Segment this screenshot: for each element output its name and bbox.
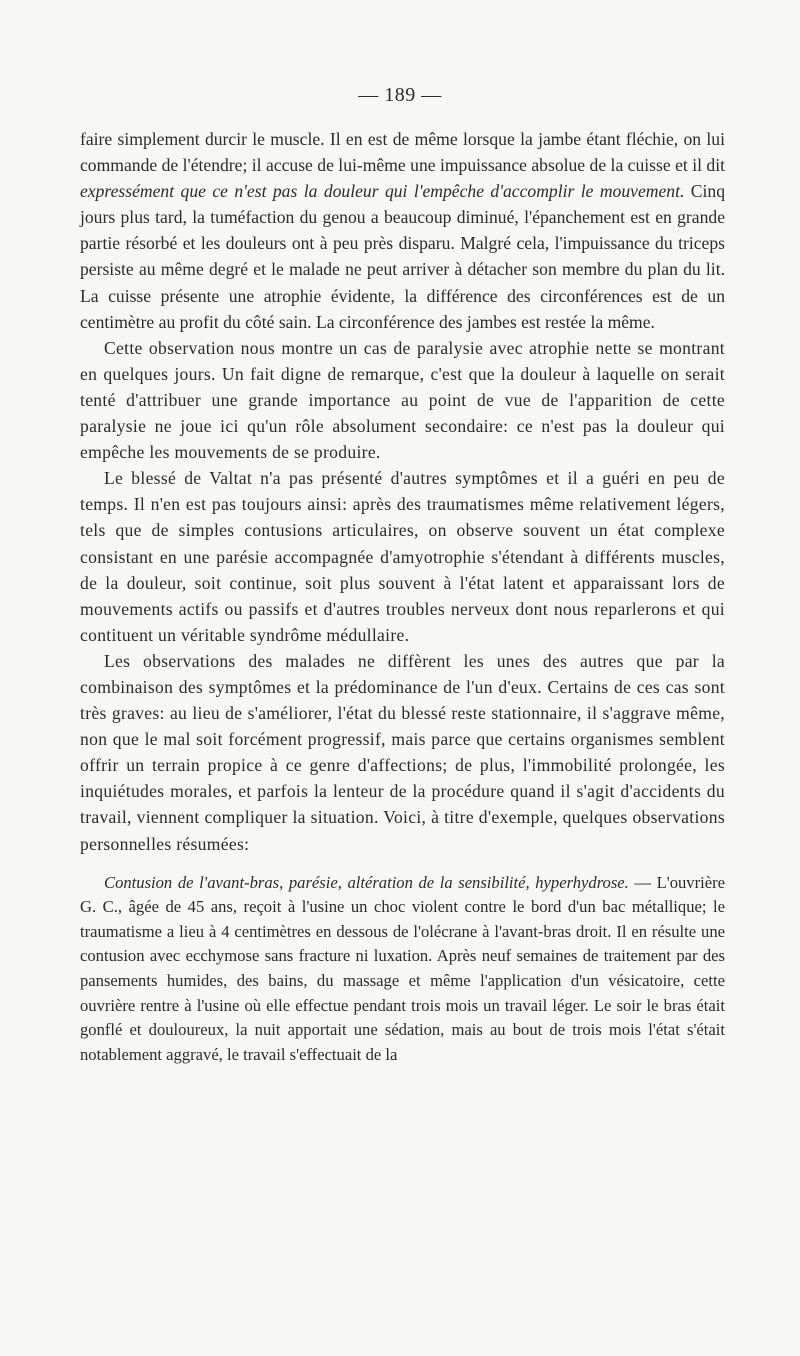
observation-block (80, 871, 725, 1068)
observation-paragraph (80, 871, 725, 1068)
paragraph-3: Le blessé de Valtat n'a pas présenté d'autres symptômes et il a guéri en peu de temps. Il n'en est pas toujours ainsi: après des traumatismes même relativement légers, tels que de simples contusions articulaires, on observe souvent un état complexe consistant en une parésie accompagnée d'amyotrophie s'étendant à différents muscles, de la douleur, soit continue, soit plus souvent à l'état latent et apparaissant lors de mouvements actifs ou passifs et d'autres troubles nerveux dont nous reparlerons et qui contituent un véritable syndrôme médullaire. (80, 468, 725, 645)
paragraph-4: Les observations des malades ne diffèrent les unes des autres que par la combinaison des symptômes et la prédominance de l'un d'eux. Certains de ces cas sont très graves: au lieu de s'améliorer, l'état du blessé reste stationnaire, il s'aggrave même, non que le mal soit forcément progressif, mais parce que certains organismes semblent offrir un terrain propice à ce genre d'affections; de plus, l'immobilité prolongée, les inquiétudes morales, et parfois la lenteur de la procédure quand il s'agit d'accidents du travail, viennent compliquer la situation. Voici, à titre d'exemple, quelques observations personnelles résumées: (80, 650, 725, 854)
paragraph-1-start: faire simplement durcir le muscle. Il en est de même lorsque la jambe étant fléchie, on lui commande de l'étendre; il accuse de lui-même une impuissance absolue de la cuisse et il dit (80, 129, 725, 176)
observation-text: — L'ouvrière G. C., âgée de 45 ans, reçoit à l'usine un choc violent contre le bord d'un bac métallique; le traumatisme a lieu à 4 centimètres en dessous de l'olécrane à l'avant-bras droit. Il en résulte une contusion avec ecchymose sans fracture ni luxation. Après neuf semaines de traitement par des pansements humides, des bains, du massage et même l'application d'un vésicatoire, cette ouvrière rentre à l'usine où elle effectue pendant trois mois un travail léger. Le soir le bras était gonflé et douloureux, la nuit apportait une sédation, mais au bout de trois mois l'état s'était notablement aggravé, le travail s'effectuait de la (80, 872, 725, 1064)
observation-title: Contusion de l'avant-bras, parésie, altération de la sensibilité, hyperhydrose. (104, 872, 629, 892)
page-number: — 189 — (358, 84, 442, 106)
page-body (80, 126, 725, 1067)
paragraph-1-end: Cinq jours plus tard, la tuméfaction du genou a beaucoup diminué, l'épanchement est en grande partie résorbé et les douleurs ont à peu près disparu. Malgré cela, l'impuissance du triceps persiste au même degré et le malade ne peut arriver à détacher son membre du plan du lit. La cuisse présente une atrophie évidente, la différence des circonférences est de un centimètre au profit du côté sain. La circonférence des jambes est restée la même. (80, 181, 725, 332)
paragraph-1-italic: expressément que ce n'est pas la douleur qui l'empêche d'accomplir le mouvement. (80, 181, 685, 202)
paragraph-1 (80, 126, 725, 335)
paragraph-2: Cette observation nous montre un cas de paralysie avec atrophie nette se montrant en quelques jours. Un fait digne de remarque, c'est que la douleur à laquelle on serait tenté d'attribuer une grande importance au point de vue de l'apparition de cette paralysie ne joue ici qu'un rôle absolument secondaire: ce n'est pas la douleur qui empêche les mouvements de se produire. (80, 337, 725, 463)
